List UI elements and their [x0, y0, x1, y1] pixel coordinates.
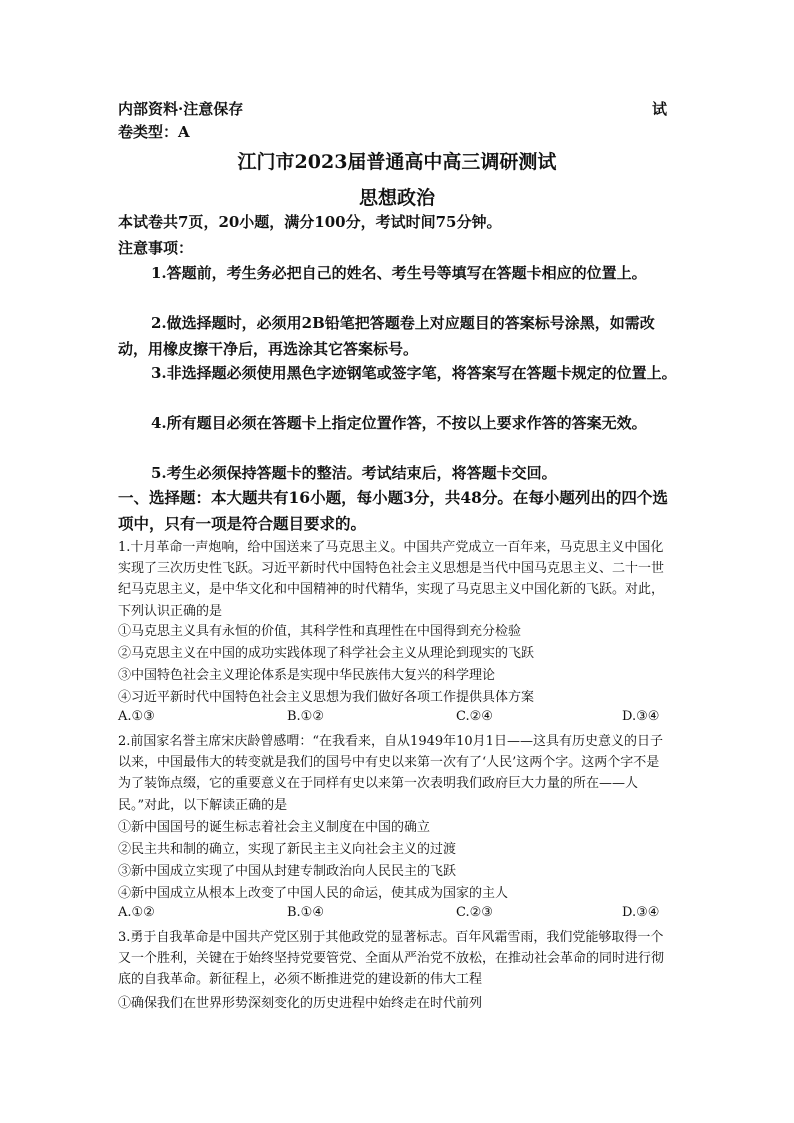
exam-intro: 本试卷共7页，20小题，满分100分，考试时间75分钟。 — [118, 213, 502, 231]
answer-options — [118, 905, 670, 926]
question-item: ①确保我们在世界形势深刻变化的历史进程中始终走在时代前列 — [118, 996, 483, 1011]
question-stem: 1.十月革命一声炮响，给中国送来了马克思主义。中国共产党成立一百年来，马克思主义中国化实现了三次历史性飞跃。习近平新时代中国特色社会主义思想是当代中国马克思主义、二十一世纪马克思主义，是中华文化和中国精神的时代精华，实现了马克思主义中国化新的飞跃。对此，下列认识正确的是 — [118, 540, 665, 619]
note-item: 1.答题前，考生务必把自己的姓名、考生号等填写在答题卡相应的位置上。 — [151, 264, 647, 282]
answer-options — [118, 709, 670, 730]
option-d: D.③④ — [622, 905, 660, 920]
option-d: D.③④ — [622, 709, 660, 724]
option-b: B.①④ — [287, 905, 324, 920]
question-item: ③新中国成立实现了中国从封建专制政治向人民民主的飞跃 — [118, 864, 457, 879]
note-item: 5.考生必须保持答题卡的整洁。考试结束后，将答题卡交回。 — [151, 464, 557, 482]
question-item: ②民主共和制的确立，实现了新民主主义向社会主义的过渡 — [118, 842, 457, 857]
option-c: C.②③ — [456, 905, 493, 920]
option-c: C.②④ — [456, 709, 493, 724]
note-item: 4.所有题目必须在答题卡上指定位置作答，不按以上要求作答的答案无效。 — [151, 414, 647, 432]
question-item: ④习近平新时代中国特色社会主义思想为我们做好各项工作提供具体方案 — [118, 690, 535, 705]
note-item: 3.非选择题必须使用黑色字迹钢笔或签字笔，将答案写在答题卡规定的位置上。 — [151, 364, 677, 382]
exam-title: 江门市2023届普通高中高三调研测试 — [237, 151, 557, 173]
option-a: A.①② — [118, 905, 155, 920]
question-item: ①马克思主义具有永恒的价值，其科学性和真理性在中国得到充分检验 — [118, 624, 522, 639]
question-item: ③中国特色社会主义理论体系是实现中华民族伟大复兴的科学理论 — [118, 668, 496, 683]
header-confidential: 内部资料·注意保存 — [118, 100, 244, 118]
option-b: B.①② — [287, 709, 324, 724]
header-right: 试 — [652, 100, 668, 118]
question-item: ①新中国国号的诞生标志着社会主义制度在中国的确立 — [118, 820, 431, 835]
question-item: ④新中国成立从根本上改变了中国人民的命运，使其成为国家的主人 — [118, 886, 509, 901]
option-a: A.①③ — [118, 709, 155, 724]
section-heading: 一、选择题：本大题共有16小题，每小题3分，共48分。在每小题列出的四个选项中，只有一项是符合题目要求的。 — [118, 488, 668, 533]
notes-heading: 注意事项： — [118, 239, 194, 257]
paper-type: 卷类型：A — [118, 123, 190, 141]
note-item: 2.做选择题时，必须用2B铅笔把答题卷上对应题目的答案标号涂黑，如需改动，用橡皮擦干净后，再选涂其它答案标号。 — [118, 314, 655, 358]
question-stem: 3.勇于自我革命是中国共产党区别于其他政党的显著标志。百年风霜雪雨，我们党能够取得一个又一个胜利，关键在于始终坚持党要管党、全面从严治党不放松，在推动社会革命的同时进行彻底的自我革命。新征程上，必须不断推进党的建设新的伟大工程 — [118, 930, 665, 988]
question-stem: 2.前国家名誉主席宋庆龄曾感喟：“在我看来，自从1949年10月1日——这具有历史意义的日子以来，中国最伟大的转变就是我们的国号中有史以来第一次有了‘人民’这两个字。这两个字不是为了装饰点缀，它的重要意义在于同样有史以来第一次表明我们政府巨大力量的所在——人民。”对此，以下解读正确的是 — [118, 734, 663, 813]
subject-title: 思想政治 — [358, 187, 435, 209]
question-item: ②马克思主义在中国的成功实践体现了科学社会主义从理论到现实的飞跃 — [118, 646, 535, 661]
